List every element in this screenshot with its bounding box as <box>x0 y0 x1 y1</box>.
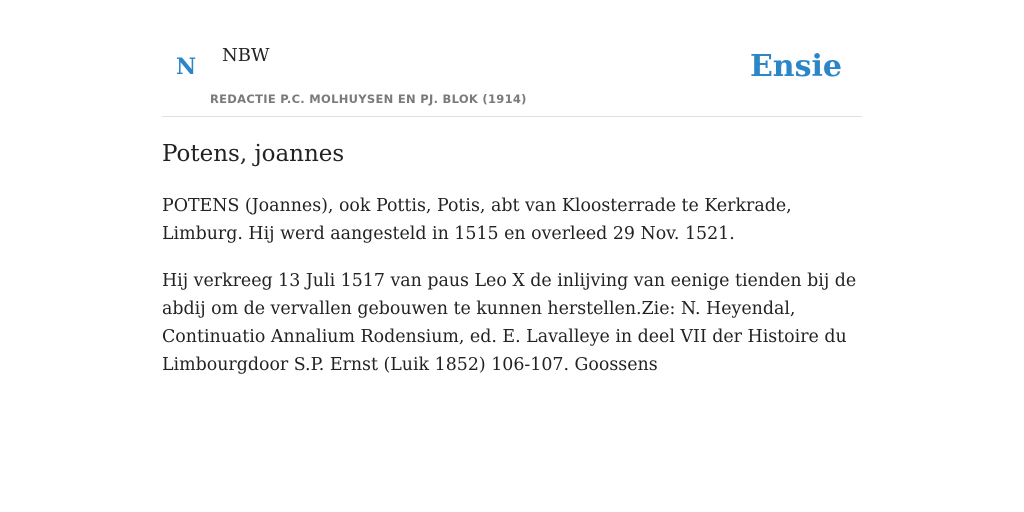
source-name-link[interactable]: NBW <box>222 45 270 66</box>
source-editors: REDACTIE P.C. MOLHUYSEN EN PJ. BLOK (1914) <box>210 92 527 106</box>
ensie-logo-link[interactable]: Ensie <box>749 49 842 84</box>
source-logo[interactable]: N <box>176 54 197 80</box>
article-body <box>162 192 862 398</box>
article-paragraph: POTENS (Joannes), ook Pottis, Potis, abt van Kloosterrade te Kerkrade, Limburg. Hij werd aangesteld in 1515 en overleed 29 Nov. 1521. <box>162 196 792 244</box>
article-title: Potens, joannes <box>162 141 345 167</box>
source-header <box>162 0 862 117</box>
article-paragraph: Hij verkreeg 13 Juli 1517 van paus Leo X de inlijving van eenige tienden bij de abdij om de vervallen gebouwen te kunnen herstellen.Zie: N. Heyendal, Continuatio Annalium Rodensium, ed. E. Lavalleye in deel VII der Histoire du Limbourgdoor S.P. Ernst (Luik 1852) 106-107. Goossens <box>162 271 857 375</box>
